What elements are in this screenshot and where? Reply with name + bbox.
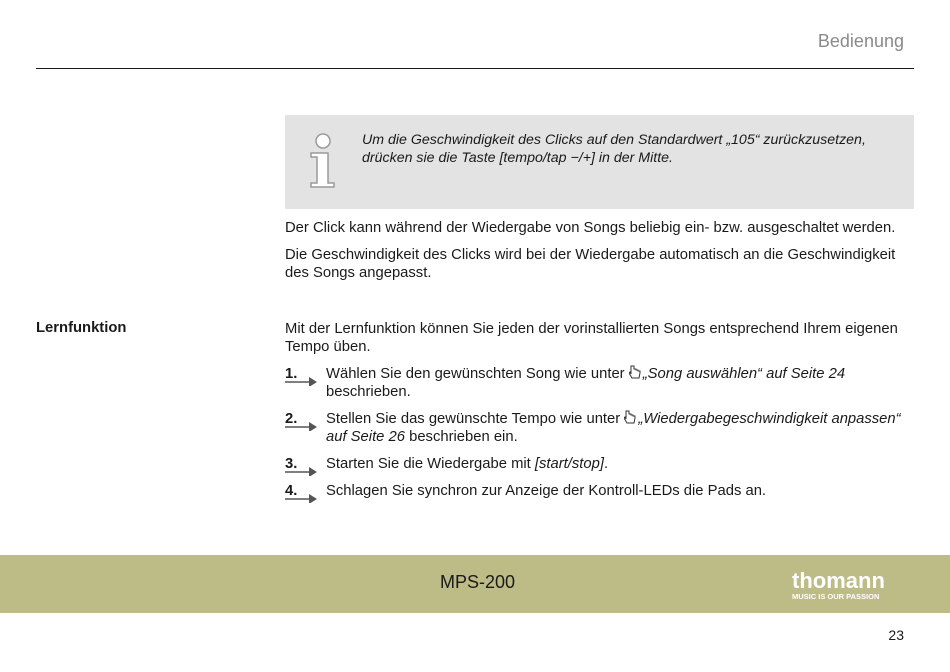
step-number: 3. bbox=[285, 456, 298, 472]
step-1 bbox=[285, 365, 915, 401]
lernfunktion-label: Lernfunktion bbox=[36, 320, 127, 336]
paragraph-speed: Die Geschwindigkeit des Clicks wird bei der Wiedergabe automatisch an die Geschwindigkeit des Songs angepasst. bbox=[285, 247, 896, 281]
paragraph-click: Der Click kann während der Wiedergabe von Songs beliebig ein- bzw. ausgeschaltet werden. bbox=[285, 220, 896, 236]
svg-text:MUSIC IS OUR PASSION: MUSIC IS OUR PASSION bbox=[792, 592, 880, 601]
step-number: 2. bbox=[285, 411, 298, 427]
model-name: MPS-200 bbox=[440, 572, 516, 592]
header-rule bbox=[36, 68, 914, 69]
step-text: Schlagen Sie synchron zur Anzeige der Kontroll-LEDs die Pads an. bbox=[326, 483, 767, 499]
footer-bar bbox=[0, 555, 950, 613]
section-title: Bedienung bbox=[817, 31, 904, 51]
lernfunktion-intro: Mit der Lernfunktion können Sie jeden der vorinstallierten Songs entsprechend Ihrem eigenen Tempo üben. bbox=[285, 321, 898, 355]
step-text: Wählen Sie den gewünschten Song wie unter „Song auswählen“ auf Seite 24 beschrieben. bbox=[326, 366, 846, 400]
hand-pointer-icon bbox=[629, 365, 642, 379]
step-arrow-icon bbox=[285, 370, 319, 386]
thomann-logo bbox=[790, 566, 910, 602]
step-number: 4. bbox=[285, 483, 298, 499]
info-text-line2: drücken sie die Taste [tempo/tap −/+] in der Mitte. bbox=[362, 150, 673, 166]
step-arrow-icon bbox=[285, 487, 319, 503]
step-2 bbox=[285, 410, 915, 446]
step-number: 1. bbox=[285, 366, 298, 382]
key-label: [start/stop] bbox=[534, 456, 604, 472]
info-text bbox=[362, 131, 902, 167]
info-box bbox=[285, 115, 914, 209]
step-3 bbox=[285, 455, 915, 473]
page-reference-link[interactable]: „Song auswählen“ auf Seite 24 bbox=[629, 366, 845, 382]
info-icon bbox=[307, 133, 339, 189]
svg-text:thomann: thomann bbox=[792, 568, 885, 593]
info-text-line1: Um die Geschwindigkeit des Clicks auf den Standardwert „105“ zurückzusetzen, bbox=[362, 132, 866, 148]
page-reference-link[interactable]: „Wiedergabegeschwindigkeit anpassen“ auf Seite 26 bbox=[326, 411, 901, 445]
step-text: Starten Sie die Wiedergabe mit [start/stop]. bbox=[326, 456, 609, 472]
step-arrow-icon bbox=[285, 460, 319, 476]
hand-pointer-icon bbox=[624, 410, 637, 424]
step-arrow-icon bbox=[285, 415, 319, 431]
step-text: Stellen Sie das gewünschte Tempo wie unter „Wiedergabegeschwindigkeit anpassen“ auf Seite 26 beschrieben ein. bbox=[326, 411, 901, 445]
step-4 bbox=[285, 482, 915, 500]
page-number: 23 bbox=[888, 627, 904, 643]
